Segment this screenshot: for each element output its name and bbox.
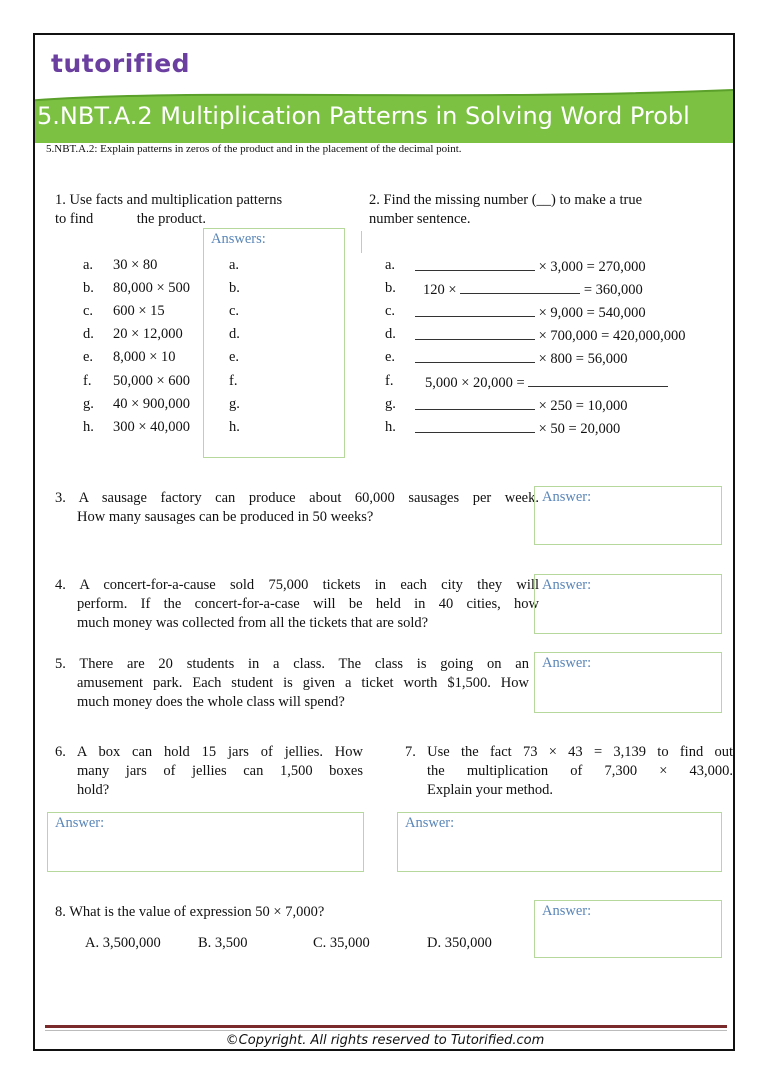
q2-eq-c: × 9,000 = 540,000 <box>415 303 646 322</box>
q2-eq-h: × 50 = 20,000 <box>415 419 620 438</box>
q1-ans-b: b. <box>229 280 240 296</box>
q2-item-h: h. <box>385 419 396 435</box>
footer-rule <box>45 1025 727 1028</box>
q2-blank-a[interactable] <box>415 257 535 271</box>
q2-blank-b[interactable] <box>460 280 580 294</box>
q1-expr-g: 40 × 900,000 <box>113 396 191 412</box>
q1-ans-g: g. <box>229 396 240 412</box>
question-3-answer-box[interactable] <box>534 486 722 545</box>
answers-label: Answers: <box>211 231 266 247</box>
question-3-text: 3. A sausage factory can produce about 60,000 sausages per week. How many sausages can be produced in 50 weeks? <box>55 490 539 525</box>
q2-eq-e: × 800 = 56,000 <box>415 349 627 368</box>
answer-label: Answer: <box>542 903 592 919</box>
q2-blank-h[interactable] <box>415 419 535 433</box>
q2-eq-f: 5,000 × 20,000 = <box>425 373 668 392</box>
q2-item-f: f. <box>385 373 394 389</box>
q2-item-a: a. <box>385 257 396 273</box>
question-7-answer-box[interactable] <box>397 812 722 872</box>
q2-item-d: d. <box>385 326 396 342</box>
question-4-text: 4. A concert-for-a-cause sold 75,000 tickets in each city they will perform. If the concert-for-a-case will be held in 40 cities, how much money was collected from all the tickets that are sold? <box>55 577 539 631</box>
q2-eq-a: × 3,000 = 270,000 <box>415 257 646 276</box>
q1-item-h: h. <box>83 419 94 435</box>
question-1-text: 1. Use facts and multiplication patterns to find the product. <box>55 192 283 227</box>
q1-item-a: a. <box>83 257 94 273</box>
q1-expr-c: 600 × 15 <box>113 303 165 319</box>
q8-option-b[interactable]: B. 3,500 <box>198 935 248 951</box>
q2-blank-c[interactable] <box>415 303 535 317</box>
standard-description: 5.NBT.A.2: Explain patterns in zeros of the product and in the placement of the decimal point. <box>46 143 462 155</box>
question-1-answer-box[interactable] <box>203 228 345 458</box>
worksheet-title: 5.NBT.A.2 Multiplication Patterns in Solving Word Probl <box>37 102 690 130</box>
q1-ans-f: f. <box>229 373 238 389</box>
q1-expr-a: 30 × 80 <box>113 257 158 273</box>
q1-ans-h: h. <box>229 419 240 435</box>
q2-item-g: g. <box>385 396 396 412</box>
q1-item-c: c. <box>83 303 94 319</box>
answer-label: Answer: <box>55 815 105 831</box>
q1-item-e: e. <box>83 349 94 365</box>
tutorified-logo: tutorified <box>51 49 191 78</box>
answer-label: Answer: <box>405 815 455 831</box>
q1-ans-d: d. <box>229 326 240 342</box>
q2-blank-f[interactable] <box>528 373 668 387</box>
q2-blank-d[interactable] <box>415 326 535 340</box>
q2-eq-b: 120 × = 360,000 <box>423 282 643 298</box>
q1-expr-b: 80,000 × 500 <box>113 280 191 296</box>
q2-blank-e[interactable] <box>415 349 535 363</box>
question-2-text: 2. Find the missing number (__) to make a true number sentence. <box>369 192 643 227</box>
question-7-text: 7. Use the fact 73 × 43 = 3,139 to find out the multiplication of 7,300 × 43,000. Explain your method. <box>405 744 733 798</box>
q1-ans-e: e. <box>229 349 240 365</box>
q2-eq-d: × 700,000 = 420,000,000 <box>415 326 685 345</box>
q2-item-b: b. <box>385 280 396 296</box>
q1-ans-a: a. <box>229 257 240 273</box>
q1-item-d: d. <box>83 326 94 342</box>
question-8-text: 8. What is the value of expression 50 × 7,000? <box>55 904 325 920</box>
q1-item-b: b. <box>83 280 94 296</box>
answer-label: Answer: <box>542 577 592 593</box>
q1-expr-f: 50,000 × 600 <box>113 373 191 389</box>
question-5-answer-box[interactable] <box>534 652 722 713</box>
footer-rule-thin <box>45 1030 727 1031</box>
question-6-answer-box[interactable] <box>47 812 364 872</box>
q1-ans-c: c. <box>229 303 240 319</box>
q8-option-a[interactable]: A. 3,500,000 <box>85 935 161 951</box>
question-4-answer-box[interactable] <box>534 574 722 634</box>
q8-option-d[interactable]: D. 350,000 <box>427 935 492 951</box>
divider <box>361 231 362 253</box>
q1-item-g: g. <box>83 396 94 412</box>
question-5-text: 5. There are 20 students in a class. The class is going on an amusement park. Each student is given a ticket worth $1,500. How much money does the whole class will spend? <box>55 656 529 710</box>
q2-eq-g: × 250 = 10,000 <box>415 396 627 415</box>
q1-expr-h: 300 × 40,000 <box>113 419 191 435</box>
worksheet-page <box>33 33 735 1051</box>
q1-expr-e: 8,000 × 10 <box>113 349 176 365</box>
q1-expr-d: 20 × 12,000 <box>113 326 183 342</box>
q1-item-f: f. <box>83 373 92 389</box>
q8-option-c[interactable]: C. 35,000 <box>313 935 370 951</box>
question-8-answer-box[interactable] <box>534 900 722 958</box>
q2-item-c: c. <box>385 303 396 319</box>
q2-blank-g[interactable] <box>415 396 535 410</box>
copyright-notice: ©Copyright. All rights reserved to Tutorified.com <box>225 1033 545 1048</box>
answer-label: Answer: <box>542 489 592 505</box>
question-6-text: 6. A box can hold 15 jars of jellies. How many jars of jellies can 1,500 boxes hold? <box>55 744 363 798</box>
answer-label: Answer: <box>542 655 592 671</box>
q2-item-e: e. <box>385 349 396 365</box>
